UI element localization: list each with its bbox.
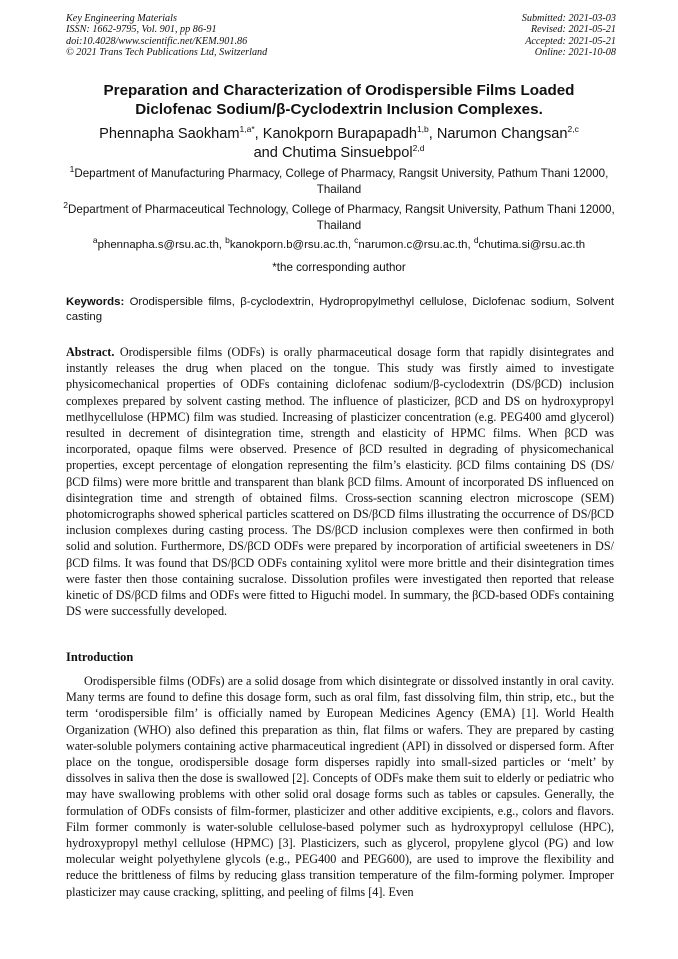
title-line-2: Diclofenac Sodium/β-Cyclodextrin Inclusion Complexes. [135, 101, 543, 118]
author-name: Phennapha Saokham [99, 126, 240, 142]
publication-dates [522, 13, 616, 59]
introduction-heading: Introduction [66, 650, 134, 664]
email-mark: b [225, 235, 230, 246]
author-affiliation-mark: 1,a* [239, 124, 255, 135]
abstract-text: Orodispersible films (ODFs) is orally pharmaceutical dosage form that rapidly disintegrates and instantly releases the drug when placed on the tongue. This study was firstly aimed to investigate physicomechanical properties of ODFs containing diclofenac sodium/β-cyclodextrin (DS/βCD) inclusion complexes prepared by solvent casting method. The influence of plasticizer, βCD and DS on hydroxypropyl metlhycellulose (HPMC) film was studied. Increasing of plasticizer concentration (e.g. PEG400 amd glycerol) resulted in decrement of disintegration time, strength and elasticity of HPMC films. When βCD was incorporated, opaque films were observed. Presence of βCD resulted in degrading of physicomechanical properties, except percentage of elongation representing the film’s elasticity. βCD films containing DS (DS/βCD films) were more brittle and transparent than blank βCD films. Amount of incorporated DS influenced on disintegration time and strength of obtained films. Cross-section scanning electron microscope (SEM) photomicrographs showed spherical particles scattered on DS/βCD films illustrating the occurrence of DS/βCD inclusion complexes during casting process. The DS/βCD inclusion complexes were then confirmed in both solid and solution. Furthermore, DS/βCD ODFs were prepared by incorporation of artificial sweeteners in DS/βCD films. It was found that DS/βCD ODFs containing xylitol were more brittle and their disintegration times were faster then those containing sucralose. Dissolution profiles were investigated then reported that release kinetic of DS/βCD films and ODFs were fitted to Higuchi model. In summary, the βCD-based ODFs containing DS were successfully developed. [66, 345, 614, 619]
online-date: Online: 2021-10-08 [534, 47, 616, 59]
email-address[interactable]: phennapha.s@rsu.ac.th [97, 239, 219, 251]
accepted-date: Accepted: 2021-05-21 [525, 35, 616, 47]
introduction-text: Orodispersible films (ODFs) are a solid dosage from which disintegrate or dissolved instantly in oral cavity. Many terms are found to define this dosage form, such as oral film, fast dissolving film, thin strip, etc., but the term ‘orodispersible film’ is officially named by European Medicines Agency (EMA) [1]. World Health Organization (WHO) also defined this preparation as thin, flat films or wafers. They are prepared by casting water-soluble polymers containing active pharmaceutical ingredient (API) in dissolved or dispersed form. After place on the tongue, orodispersible dosage form disperses rapidly into small-sized particles or ‘melt’ by dissolves in saliva then the dose is swallowed [2]. Concepts of ODFs make them suit to elderly or pediatric who may have swallowing problems with other solid oral dosage forms such as tables or capsules. Generally, the formulation of ODFs consists of film-former, plasticizer and other additive excipients, e.g., colors and flavors. Film former commonly is water-soluble cellulose-based polymer such as hydroxypropyl cellulose (HPC), hydroxypropyl methyl cellulose (HPMC) [3]. Plasticizers, such as glycerol, propylene glycol (PG) and low molecular weight polyethylene glycols (e.g., PEG400 and PEG600), are used to improve the flexibility and reduce the brittleness of films by reducing glass transition temperature of the film-forming polymer. Improper plasticizer may cause cracking, splitting, and peeling of films [4]. Even [66, 674, 614, 899]
affiliation-text: Department of Pharmaceutical Technology, College of Pharmacy, Rangsit University, Pathum Thani 12000, Thailand [68, 203, 615, 232]
revised-date: Revised: 2021-05-21 [530, 24, 616, 36]
email-address[interactable]: narumon.c@rsu.ac.th [358, 239, 468, 251]
affiliation [62, 202, 616, 234]
affiliation-number: 2 [63, 200, 69, 211]
author-list: Phennapha Saokham$^{1,a*}$, Kanokporn Burapapadh$^{1,b}$, Narumon Changsan$^{2,c}$ and Chutima Sinsuebpol$^{2,d}$ [99, 124, 579, 161]
keywords-label: Keywords: [66, 296, 125, 308]
author-name: Chutima Sinsuebpol [281, 145, 413, 161]
doi-line[interactable]: doi:10.4028/www.scientific.net/KEM.901.86 [66, 35, 248, 47]
author-conjunction: and [253, 145, 278, 161]
email-mark: d [473, 235, 479, 246]
affiliation-number: 1 [69, 164, 75, 175]
submitted-date: Submitted: 2021-03-03 [521, 13, 616, 24]
author-name: Narumon Changsan [436, 126, 568, 142]
email-mark: a [92, 235, 98, 246]
author-affiliation-mark: 1,b [416, 124, 429, 135]
abstract-label: Abstract. [66, 345, 115, 359]
author-affiliation-mark: 2,c [567, 124, 579, 135]
copyright-line: © 2021 Trans Tech Publications Ltd, Switzerland [66, 47, 268, 59]
journal-info [66, 13, 267, 59]
paper-title [60, 81, 618, 119]
keywords-section [66, 295, 614, 325]
email-list: $^a$phennapha.s@rsu.ac.th, $^b$kanokporn.b@rsu.ac.th, $^c$narumon.c@rsu.ac.th, $^d$chutima.si@rsu.ac.th [92, 235, 586, 251]
keywords-text: Orodispersible films, β-cyclodextrin, Hydropropylmethyl cellulose, Diclofenac sodium, Solvent casting [66, 296, 614, 324]
title-line-1: Preparation and Characterization of Orodispersible Films Loaded [103, 82, 575, 99]
author-affiliation-mark: 2,d [412, 143, 425, 154]
email-mark: c [354, 235, 359, 246]
email-address[interactable]: kanokporn.b@rsu.ac.th [229, 239, 348, 251]
journal-name: Key Engineering Materials [66, 13, 177, 24]
issn-line: ISSN: 1662-9795, Vol. 901, pp 86-91 [66, 24, 217, 36]
author-name: Kanokporn Burapapadh [262, 126, 417, 142]
affiliation-text: Department of Manufacturing Pharmacy, College of Pharmacy, Rangsit University, Pathum Thani 12000, Thailand [74, 167, 609, 196]
email-address[interactable]: chutima.si@rsu.ac.th [478, 239, 586, 251]
corresponding-author-note: *the corresponding author [272, 261, 406, 274]
affiliation [62, 166, 616, 198]
abstract-section [66, 344, 614, 619]
